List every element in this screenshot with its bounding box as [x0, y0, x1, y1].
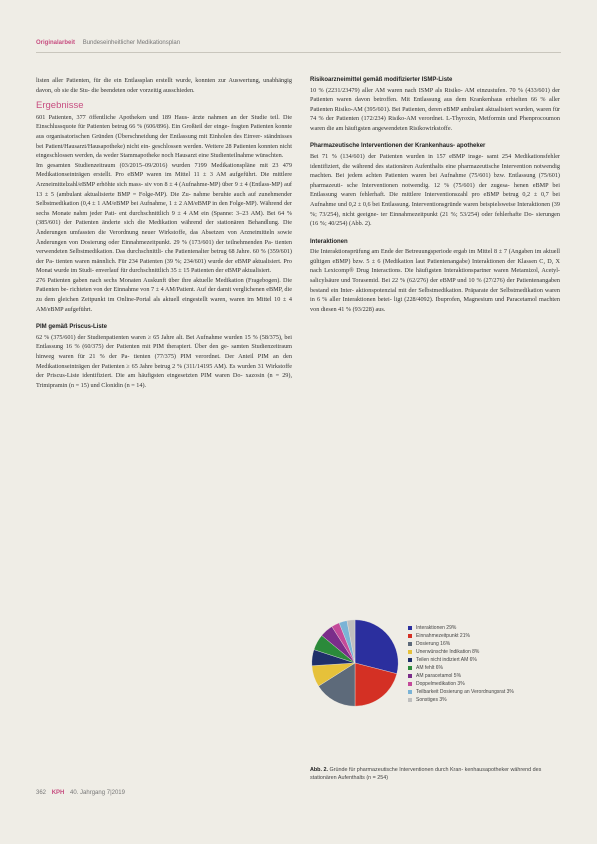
legend-swatch	[408, 626, 412, 630]
figure-caption	[310, 766, 560, 782]
results-paragraph-1: 601 Patienten, 377 öffentliche Apotheken und 189 Haus- ärzte nahmen an der Studie teil. Die Einschlussquote für Patienten betrug 66 % (606/896). Ein Großteil der einge- fragten Patienten konnte aus organisatorischen Gründen (Überschneidung der Entlassung mit Einholen des Einver- ständnisses bei Patient/Hausarzt/Hausapotheke) nicht ein- geschlossen werden. Weitere 28 Patienten konnten nicht eingeschlossen werden, da weder Stammapotheke noch Hausarzt eine Studienteilnahme wünschten.	[36, 113, 292, 160]
pie-chart	[310, 618, 400, 708]
header-divider	[36, 52, 561, 53]
legend-item	[408, 696, 514, 704]
journal-issue: 40. Jahrgang 7|2019	[70, 790, 125, 796]
legend-swatch	[408, 690, 412, 694]
legend-item	[408, 656, 514, 664]
ismp-heading: Risikoarzneimittel gemäß modifizierter ISMP-Liste	[310, 77, 453, 83]
right-column	[310, 76, 560, 314]
interventions-heading: Pharmazeutische Interventionen der Krankenhaus- apotheker	[310, 143, 486, 150]
header-title: Bundeseinheitlicher Medikationsplan	[82, 40, 181, 46]
legend-label: Doppelmedikation 3%	[416, 681, 465, 687]
running-header	[36, 40, 180, 46]
figure-2	[310, 618, 560, 708]
legend-label: Unerwünschte Indikation 8%	[416, 649, 480, 655]
legend-swatch	[408, 698, 412, 702]
left-column	[36, 76, 292, 390]
results-paragraph-2: Im gesamten Studienzeitraum (03/2015–09/2016) wurden 7199 Medikationspläne mit 23 479 Medikationseinträgen erstellt. Pro eBMP waren im Mittel 11 ± 3 AM aufgeführt. Die mittlere Arzneimittelzahl/eBMP erhöhte sich mass- siv von 8 ± 4 (Aufnahme-MP) über 9 ± 4 (Entlass-MP) auf 13 ± 5 (ambulant aktualisierte BMP = Folge-MP). Die Zu- nahme beruhte auch auf zunehmender Selbstmedikation (0,4 ± 1 AM/eBMP bei Aufnahme, 1 ± 2 AM/eBMP in den Folge-MP). Während der sechs Monate nahm jeder Pati- ent durchschnittlich 9 ± 4 AM ein (Spanne: 3–23 AM). Bei 64 % (385/601) der Patienten änderte sich die Medikation während der stationären Behandlung. Die Änderungen umfassten die Verordnung neuer Wirkstoffe, das Absetzen von Arzneimitteln sowie Änderungen von Dosierung oder Einnahmezeitpunkt. 29 % (173/601) der teilnehmenden Pa- tienten verwendeten Selbstmedikation. Das durchschnittli- che Patientenalter betrug 68 Jahre. 60 % (359/601) der Pa- tienten waren männlich. Für 234 Patienten (39 %; 234/601) wurde der eBMP aktualisiert. Pro Monat wurde im Studi- enverlauf für durchschnittlich 35 ± 15 Patienten der eBMP aktualisiert.	[36, 161, 292, 275]
legend-item	[408, 632, 514, 640]
interactions-heading: Interaktionen	[310, 238, 348, 245]
legend-label: AM fehlt 6%	[416, 665, 443, 671]
intro-paragraph: listen aller Patienten, für die ein Entlassplan erstellt wurde, konnten zur Auswertung, unabhängig davon, ob sie die Stu- die beendeten oder vorzeitig ausschieden.	[36, 77, 292, 94]
chart-legend	[408, 624, 514, 704]
legend-label: Dosierung 16%	[416, 641, 451, 647]
interventions-paragraph: Bei 71 % (134/601) der Patienten wurden in 157 eBMP insge- samt 254 Medikationsfehler identifiziert, die während des stationären Aufenthalts eine pharmazeutische Intervention notwendig machten. Bei jedem achten Patienten waren bei Aufnahme (75/601) bzw. Entlassung (75/601) pharmazeuti- sche Interventionen notwendig. 12 % (75/601) der zugesa- henen eBMP bei Entlassung waren fehlerhaft. Die mittlere Interventionszahl pro eBMP betrug 0,2 ± 0,7 bei Aufnahme und 0,2 ± 0,6 bei Entlassung. Interventionsgründe waren beispielsweise Interaktionen (39 %; 73/254), nicht geeigne- ter Einnahmezeitpunkt (21 %; 53/254) oder fehlerhafte Do- sierungen (16 %; 40/254) (Abb. 2).	[310, 152, 560, 228]
results-paragraph-3: 276 Patienten gaben nach sechs Monaten Auskunft über ihre aktuelle Medikation (Fragebogen). Die Patienten be- richteten von der Einnahme von 7 ± 4 AM/Patient. Auf der damit verglichenen eBMP, die zu dem gleichen Zeitpunkt im Online-Portal als aktuell eingestellt waren, waren im Mittel 10 ± 4 AM/eBMP aufgeführt.	[36, 276, 292, 313]
article-type: Originalarbeit	[36, 40, 76, 46]
journal-brand: KPH	[51, 790, 65, 796]
legend-label: Teilen nicht indiziert AM 6%	[416, 657, 477, 663]
interactions-paragraph: Die Interaktionsprüfung am Ende der Betreuungsperiode ergab im Mittel 8 ± 7 (Angaben im aktuell gültigen eBMP) bzw. 5 ± 6 (Medikation laut Patientenangabe) Interaktionen der Klassen C, D, X nach Lexicomp® Drug Interactions. Die häufigsten Interaktionspartner waren Metamizol, Acetyl- salicylsäure und Torasemid. Bei 22 % (62/276) der eBMP und 10 % (27/276) der Patientenangaben bestand ein Inter- aktionspotenzial mit der Selbstmedikation. Präparate der Selbstmedikation waren in 6 % aller Interaktionen betei- ligt (228/4092). Ibuprofen, Magnesium und Paracetamol machten von diesen 41 % (93/228) aus.	[310, 248, 560, 313]
page-footer	[36, 790, 125, 796]
legend-item	[408, 672, 514, 680]
legend-swatch	[408, 658, 412, 662]
legend-item	[408, 688, 514, 696]
legend-label: Interaktionen 29%	[416, 625, 457, 631]
caption-label: Abb. 2.	[310, 767, 328, 773]
legend-swatch	[408, 634, 412, 638]
results-heading: Ergebnisse	[36, 100, 84, 112]
legend-label: Sonstiges 3%	[416, 697, 447, 703]
legend-item	[408, 648, 514, 656]
priscus-heading: PIM gemäß Priscus-Liste	[36, 324, 108, 331]
legend-label: Einnahmezeitpunkt 21%	[416, 633, 470, 639]
legend-label: Teilbarkeit Dosierung an Verordnungsrat 3%	[416, 689, 514, 695]
ismp-paragraph: 10 % (2231/23479) aller AM waren nach ISMP als Risiko- AM einzustufen. 70 % (433/601) der Patienten waren davon betroffen. Mit Entlassung aus dem Krankenhaus erhielten 66 % aller Patienten Risiko-AM (395/601). Bei Patienten, deren eBMP ambulant aktualisiert wurden, waren für 74 % der Patienten (172/234) Risiko-AM verordnet. L-Thyroxin, Metformin und Phenprocoumon waren die am häufigsten angewendeten Risikowirkstoffe.	[310, 86, 560, 132]
legend-item	[408, 664, 514, 672]
legend-swatch	[408, 682, 412, 686]
legend-swatch	[408, 642, 412, 646]
page-number: 362	[36, 790, 47, 796]
legend-swatch	[408, 650, 412, 654]
priscus-paragraph: 62 % (375/601) der Studienpatienten waren ≥ 65 Jahre alt. Bei Aufnahme wurden 15 % (58/375), bei Entlassung 16 % (60/375) der Patienten mit PIM therapiert. Über den ge- samten Studienzeitraum hinweg waren für 21 % der Pa- tienten (77/375) PIM verordnet. Der Anteil PIM an den Medikationseinträgen der Patienten ≥ 65 Jahre betrug 2 % (311/14195 AM). Es wurden 31 Wirkstoffe der Priscus-Liste identifiziert. Die am häufigsten eingesetzten PIM waren Do- xazosin (n = 29), Trimipramin (n = 15) und Clonidin (n = 14).	[36, 333, 292, 389]
legend-label: AM paracetamol 5%	[416, 673, 462, 679]
legend-item	[408, 680, 514, 688]
legend-item	[408, 624, 514, 632]
caption-text: Gründe für pharmazeutische Interventionen durch Kran- kenhausapotheker während des stationären Aufenthalts (n = 254)	[310, 767, 542, 781]
legend-swatch	[408, 666, 412, 670]
legend-swatch	[408, 674, 412, 678]
legend-item	[408, 640, 514, 648]
